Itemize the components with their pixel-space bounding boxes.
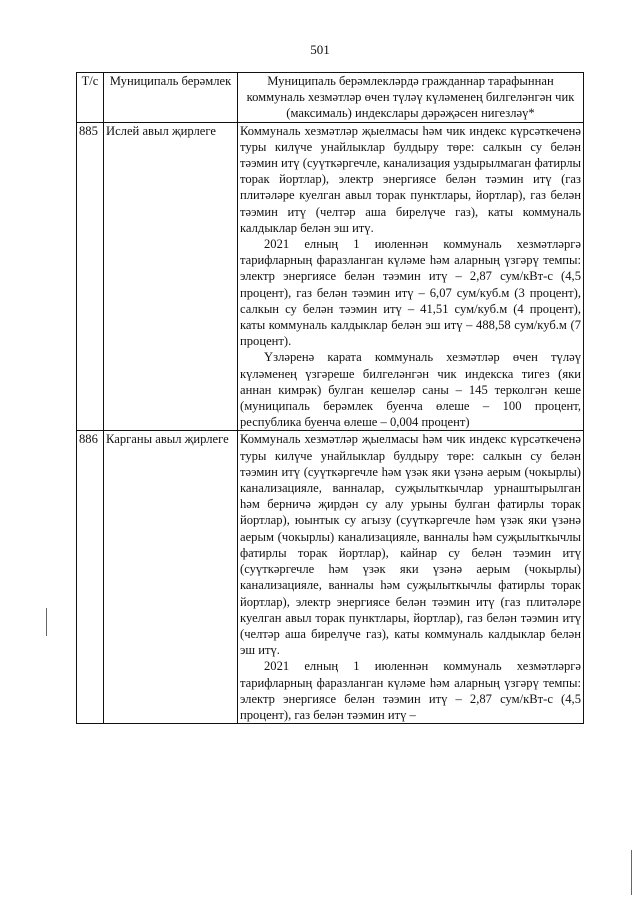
page-number: 501 bbox=[310, 42, 330, 57]
tariff-index-table bbox=[76, 72, 584, 724]
table-header-row bbox=[77, 73, 584, 123]
row-number: 885 bbox=[77, 122, 104, 431]
table-row bbox=[77, 122, 584, 431]
row-number: 886 bbox=[77, 431, 104, 724]
row-paragraph: Үзләренә карата коммуналь хезмәтләр өчен түләү күләменең үзгәреше билгеләнгән чик индекска тигез (яки аннан кимрәк) булган кешеләр саны – 145 терколгән кеше (муниципаль берәмлек буенча өлеше – 100 процент, республика буенча өлеше – 0,004 процент) bbox=[240, 350, 581, 430]
row-paragraph: Коммуналь хезмәтләр җыелмасы һәм чик индекс күрсәткеченә туры килүче унайлыклар булдыру төре: салкын су белән тәэмин итү (суүткәргечле һәм үзәк яки үзәнә аерым (чокырлы) канализацияле, ванналар, суҗылыткычлар урнаштырылган һәм берничә җирдән су алу урыны булган фатирлы торак йортлар), юынтык су агызу (суүткәргечле һәм үзәк яки үзәнә аерым (чокырлы) канализацияле, ванналы һәм суҗылыткычлы фатирлы торак йортлар), кайнар су белән тәэмин итү (суүткәргечле һәм үзәк яки үзәнә аерым (чокырлы) канализацияле, ванналы һәм суҗылыткычлы фатирлы торак йортлар), электр энергиясе белән тәэмин итү (газ плитәләре куелган авыл торак пунктлары, йортлар), газ белән тәэмин итү (челтәр аша бирелүче газ), каты коммуналь калдыклар белән эш итү. bbox=[240, 432, 581, 658]
row-paragraph: Коммуналь хезмәтләр җыелмасы һәм чик индекс күрсәткеченә туры килүче унайлыклар булдыру төре: салкын су белән тәэмин итү (суүткәргечле, канализация уздырылмаган фатирлы торак йортлар), электр энергиясе белән тәэмин итү (газ плитәләре куелган авыл торак пунктлары, йортлар), газ белән тәэмин итү (челтәр аша бирелүче газ), каты коммуналь калдыклар белән эш итү. bbox=[240, 123, 581, 235]
header-number: Т/с bbox=[77, 73, 104, 123]
header-municipality: Муниципаль берәмлек bbox=[104, 73, 238, 123]
header-description: Муниципаль берәмлекләрдә гражданнар тарафыннан коммуналь хезмәтләр өчен түләү күләменең билгеләнгән чик (максималь) индекслары дәрәҗәсен нигезләү* bbox=[238, 73, 584, 123]
row-paragraph: 2021 елның 1 июленнән коммуналь хезмәтләргә тарифларның фаразланган күләме һәм аларның үзгәрү темпы: электр энергиясе белән тәэмин итү – 2,87 сум/кВт-с (4,5 процент), газ белән тәэмин итү – bbox=[240, 659, 581, 722]
row-municipality: Карганы авыл җирлеге bbox=[104, 431, 238, 724]
table-row bbox=[77, 431, 584, 724]
row-description bbox=[238, 431, 584, 724]
scan-margin-mark bbox=[631, 850, 632, 895]
row-paragraph: 2021 елның 1 июленнән коммуналь хезмәтләргә тарифларның фаразланган күләме һәм аларның үзгәрү темпы: электр энергиясе белән тәэмин итү – 2,87 сум/кВт-с (4,5 процент), газ белән тәэмин итү – 6,07 сум/куб.м (3 процент), салкын су белән тәэмин итү – 41,51 сум/куб.м (4 процент), каты коммуналь калдыклар белән эш итү – 488,58 сум/куб.м (7 процент). bbox=[240, 237, 581, 349]
row-municipality: Ислей авыл җирлеге bbox=[104, 122, 238, 431]
scan-margin-mark bbox=[46, 608, 47, 636]
row-description bbox=[238, 122, 584, 431]
